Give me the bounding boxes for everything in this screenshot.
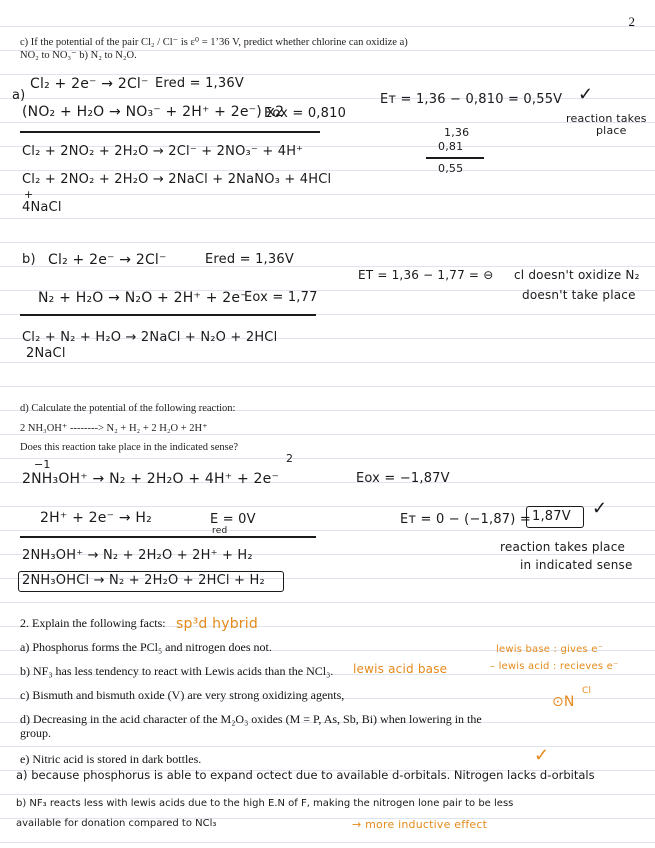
rule-line bbox=[0, 218, 655, 219]
question-c-line2: NO₂ to NO₃⁻ b) N₂ to N₂O. bbox=[20, 50, 137, 61]
check-mark-icon: ✓ bbox=[592, 498, 608, 518]
rule-line bbox=[0, 746, 655, 747]
a-reduction-potential: Ered = 1,36V bbox=[155, 76, 244, 91]
a-divider bbox=[20, 131, 320, 133]
rule-line bbox=[0, 242, 655, 243]
d-half-reaction-reduction: 2H⁺ + 2e⁻ → H₂ bbox=[40, 510, 152, 526]
lewis-base-note: lewis base : gives e⁻ bbox=[496, 644, 604, 655]
answer-b-line1: b) NF₃ reacts less with lewis acids due to the high E.N of F, making the nitrogen lone pair to be less bbox=[16, 798, 514, 809]
a-conclusion-line2: place bbox=[596, 124, 627, 137]
d-cell-potential-result: 1,87V bbox=[532, 509, 571, 524]
a-net-reaction: Cl₂ + 2NO₂ + 2H₂O → 2Cl⁻ + 2NO₃⁻ + 4H⁺ bbox=[22, 144, 304, 159]
section-2-title: 2. Explain the following facts: bbox=[20, 616, 166, 630]
question-c-line1: c) If the potential of the pair Cl₂ / Cl⁻ is ε⁰ = 1’36 V, predict whether chlorine can oxidize a) bbox=[20, 37, 408, 48]
inductive-effect-note: → more inductive effect bbox=[352, 818, 488, 831]
fact-d-line1: d) Decreasing in the acid character of the M₂O₃ oxides (M = P, As, Sb, Bi) when lowering in the bbox=[20, 712, 482, 726]
sp3d-note: sp³d hybrid bbox=[176, 616, 258, 632]
d-reduction-potential: E = 0V bbox=[210, 512, 256, 527]
a-cell-potential: Eᴛ = 1,36 − 0,810 = 0,55V bbox=[380, 92, 563, 107]
fact-c: c) Bismuth and bismuth oxide (V) are very strong oxidizing agents, bbox=[20, 688, 345, 702]
b-half-reaction-reduction: Cl₂ + 2e⁻ → 2Cl⁻ bbox=[48, 252, 167, 268]
question-d-line2: 2 NH₃OH⁺ --------> N₂ + H₂ + 2 H₂O + 2H⁺ bbox=[20, 423, 208, 434]
rule-line bbox=[0, 362, 655, 363]
a-calc-2: 0,81 bbox=[438, 140, 464, 153]
check-mark-icon: ✓ bbox=[534, 745, 550, 765]
calc-underline bbox=[426, 157, 484, 159]
d-divider bbox=[20, 536, 316, 538]
d-cell-potential: Eᴛ = 0 − (−1,87) = bbox=[400, 512, 531, 527]
a-oxidation-potential: Eox = 0,810 bbox=[264, 106, 347, 121]
a-half-reaction-reduction: Cl₂ + 2e⁻ → 2Cl⁻ bbox=[30, 76, 149, 92]
d-molecular-reaction: 2NH₃OHCl → N₂ + 2H₂O + 2HCl + H₂ bbox=[22, 573, 265, 588]
check-mark-icon: ✓ bbox=[578, 84, 594, 104]
rule-line bbox=[0, 842, 655, 843]
d-oxidation-potential: Eox = −1,87V bbox=[356, 471, 450, 486]
question-d-line3: Does this reaction take place in the indicated sense? bbox=[20, 442, 239, 453]
d-conclusion-line1: reaction takes place bbox=[500, 540, 626, 554]
d-net-reaction: 2NH₃OH⁺ → N₂ + 2H₂O + 2H⁺ + H₂ bbox=[22, 548, 253, 563]
rule-line bbox=[0, 458, 655, 459]
a-conclusion-line1: reaction takes bbox=[566, 112, 647, 125]
d-oxidation-state-h: 2 bbox=[286, 452, 294, 465]
b-reduction-potential: Ered = 1,36V bbox=[205, 252, 294, 267]
d-half-reaction-oxidation: 2NH₃OH⁺ → N₂ + 2H₂O + 4H⁺ + 2e⁻ bbox=[22, 471, 280, 487]
answer-a: a) because phosphorus is able to expand octect due to available d-orbitals. Nitrogen lacks d-orbitals bbox=[16, 768, 595, 782]
answer-b-line2: available for donation compared to NCl₃ bbox=[16, 818, 217, 829]
lewis-acid-base-note: lewis acid base bbox=[353, 662, 448, 676]
rule-line bbox=[0, 194, 655, 195]
b-conclusion-line2: doesn't take place bbox=[522, 288, 636, 302]
b-molecular-reaction: Cl₂ + N₂ + H₂O → 2NaCl + N₂O + 2HCl bbox=[22, 330, 278, 345]
part-b-label: b) bbox=[22, 252, 36, 267]
b-divider bbox=[20, 314, 316, 316]
b-molecular-reaction-2: 2NaCl bbox=[26, 346, 66, 361]
a-plus-sign: + bbox=[24, 188, 34, 201]
d-reduction-potential-sub: red bbox=[212, 526, 228, 536]
question-d-line1: d) Calculate the potential of the following reaction: bbox=[20, 403, 236, 414]
fact-b: b) NF₃ has less tendency to react with Lewis acids than the NCl₃. bbox=[20, 664, 334, 678]
b-conclusion-line1: cl doesn't oxidize N₂ bbox=[514, 268, 640, 282]
rule-line bbox=[0, 530, 655, 531]
b-half-reaction-oxidation: N₂ + H₂O → N₂O + 2H⁺ + 2e⁻ bbox=[38, 290, 248, 306]
rule-line bbox=[0, 122, 655, 123]
rule-line bbox=[0, 602, 655, 603]
fact-a: a) Phosphorus forms the PCl₅ and nitrogen does not. bbox=[20, 640, 272, 654]
ncl-sketch: ⊙N bbox=[552, 694, 575, 710]
d-conclusion-line2: in indicated sense bbox=[520, 558, 633, 572]
rule-line bbox=[0, 170, 655, 171]
ncl-sketch-cl: Cl bbox=[582, 686, 592, 696]
rule-line bbox=[0, 74, 655, 75]
a-half-reaction-oxidation: (NO₂ + H₂O → NO₃⁻ + 2H⁺ + 2e⁻) x2 bbox=[22, 104, 285, 120]
fact-e: e) Nitric acid is stored in dark bottles. bbox=[20, 752, 202, 766]
page-number: 2 bbox=[628, 14, 635, 29]
b-cell-potential: ET = 1,36 − 1,77 = ⊖ bbox=[358, 268, 494, 282]
rule-line bbox=[0, 26, 655, 27]
a-molecular-reaction-2: 4NaCl bbox=[22, 200, 62, 215]
rule-line bbox=[0, 386, 655, 387]
rule-line bbox=[0, 794, 655, 795]
a-calc-3: 0,55 bbox=[438, 162, 464, 175]
d-oxidation-state-n: −1 bbox=[34, 458, 51, 471]
part-a-label: a) bbox=[12, 88, 26, 103]
lewis-acid-note: – lewis acid : recieves e⁻ bbox=[490, 661, 619, 672]
a-molecular-reaction: Cl₂ + 2NO₂ + 2H₂O → 2NaCl + 2NaNO₃ + 4HCl bbox=[22, 172, 332, 187]
a-calc-1: 1,36 bbox=[444, 126, 470, 139]
b-oxidation-potential: Eox = 1,77 bbox=[244, 290, 318, 305]
fact-d-line2: group. bbox=[20, 726, 51, 740]
